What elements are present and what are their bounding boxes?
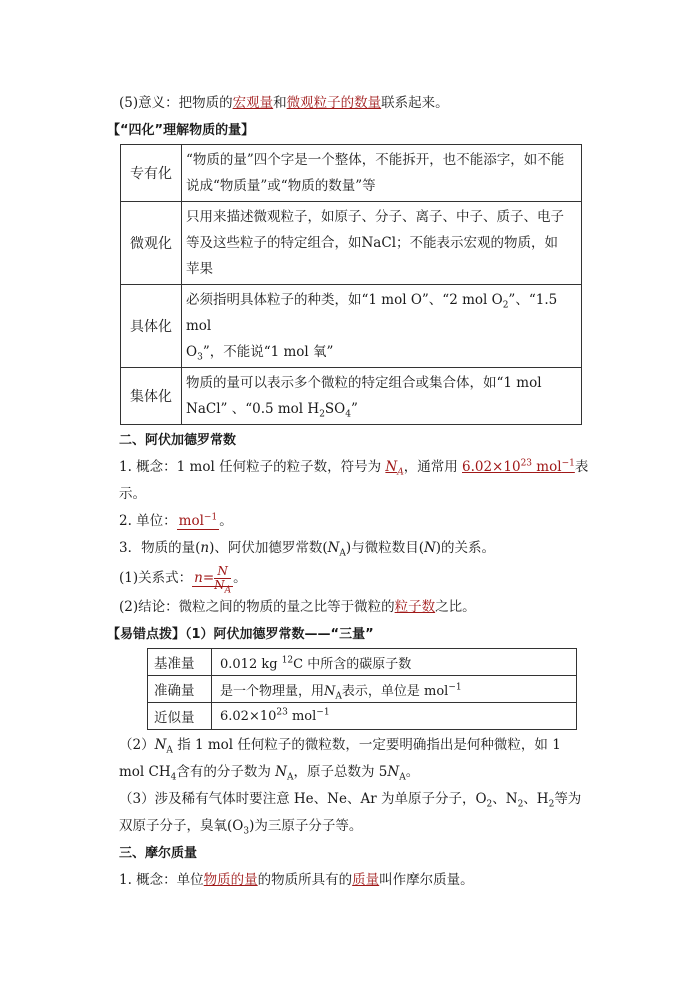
tip3-line-cont: 双原子分子，臭氧$(O_3)$为三原子分子等。 bbox=[119, 818, 363, 837]
three-quantities-table bbox=[147, 648, 577, 730]
answer-macro: 宏观量 bbox=[232, 95, 274, 111]
row-value: 必须指明具体粒子的种类，如“1 mol O”、“2 mol $O_2$”、“1.5 mol $O_3$”，不能说“1 mol 氧” bbox=[182, 285, 582, 368]
row-key: 基准量 bbox=[148, 649, 212, 676]
conclusion-line: (2)结论：微粒之间的物质的量之比等于微粒的粒子数之比。 bbox=[119, 599, 476, 615]
answer-amount: 物质的量 bbox=[203, 872, 258, 888]
fraction: $\frac{N}{N_A}$ bbox=[214, 564, 232, 596]
answer-formula: n= $\frac{N}{N_A}$ bbox=[194, 564, 232, 596]
relation-heading: 3．物质的量(n)、阿伏加德罗常数$(N_A)$与微粒数目(N)的关系。 bbox=[119, 540, 496, 559]
row-value: 物质的量可以表示多个微粒的特定组合或集合体，如“1 mol NaCl” 、“0.5 mol $H_2SO_4$” bbox=[182, 368, 582, 425]
table-row bbox=[121, 285, 582, 368]
molar-mass-concept: 1. 概念：单位物质的量的物质所具有的质量叫作摩尔质量。 bbox=[119, 872, 474, 888]
row-value: $6.02\times 10^{23}$ mol$^{-1}$ bbox=[212, 703, 577, 730]
answer-micro: 微观粒子的数量 bbox=[286, 95, 382, 111]
tip2-line: $(2)N_A$ 指 1 mol 任何粒子的微粒数，一定要明确指出是何种微粒，如 1 bbox=[119, 737, 561, 756]
section-heading-avogadro: 二、阿伏加德罗常数 bbox=[119, 433, 237, 448]
unit-line: 2. 单位： mol$^{-1}$ 。 bbox=[119, 512, 233, 529]
table-row bbox=[148, 676, 577, 703]
row-value: 只用来描述微观粒子，如原子、分子、离子、中子、质子、电子 等及这些粒子的特定组合，如NaCl；不能表示宏观的物质，如 苹果 bbox=[182, 202, 582, 285]
section-heading-molar-mass: 三、摩尔质量 bbox=[119, 846, 198, 861]
row-key: 微观化 bbox=[121, 202, 182, 285]
answer-symbol: $N_A$ bbox=[385, 459, 404, 478]
answer-unit: mol$^{-1}$ bbox=[178, 512, 218, 529]
meaning-line: (5)意义：把物质的宏观量和微观粒子的数量联系起来。 bbox=[119, 95, 449, 111]
tip3-line: （3）涉及稀有气体时要注意 He、Ne、Ar 为单原子分子，$O_2$、$N_2$、$H_2$等为 bbox=[119, 791, 582, 810]
row-key: 准确量 bbox=[148, 676, 212, 703]
table-row bbox=[121, 202, 582, 285]
table-row bbox=[121, 145, 582, 202]
row-key: 集体化 bbox=[121, 368, 182, 425]
document-page bbox=[107, 90, 589, 894]
row-value: 0.012 kg $^{12}$C 中所含的碳原子数 bbox=[212, 649, 577, 676]
answer-value: $6.02\times 10^{23}$ mol$^{-1}$ bbox=[462, 458, 575, 475]
row-value: “物质的量”四个字是一个整体，不能拆开，也不能添字，如不能 说成“物质量”或“物质的数量”等 bbox=[182, 145, 582, 202]
row-key: 具体化 bbox=[121, 285, 182, 368]
four-heading: 【“四化”理解物质的量】 bbox=[107, 123, 255, 138]
table-row bbox=[148, 649, 577, 676]
table-row bbox=[121, 368, 582, 425]
table-row bbox=[148, 703, 577, 730]
row-key: 近似量 bbox=[148, 703, 212, 730]
concept-line: 1. 概念：1 mol 任何粒子的粒子数，符号为 $N_A$，通常用 $6.02\times 10^{23}$ mol$^{-1}$表 bbox=[119, 458, 589, 478]
tip2-line-cont: mol $CH_4$含有的分子数为 $N_A$，原子总数为 $5N_A$。 bbox=[119, 764, 420, 783]
answer-mass: 质量 bbox=[352, 872, 380, 888]
answer-particles: 粒子数 bbox=[394, 599, 436, 615]
row-value: 是一个物理量，用$N_A$表示，单位是 mol$^{-1}$ bbox=[212, 676, 577, 703]
concept-line-cont: 示。 bbox=[119, 486, 146, 502]
formula-line: (1)关系式： n= $\frac{N}{N_A}$ 。 bbox=[119, 564, 247, 596]
row-key: 专有化 bbox=[121, 145, 182, 202]
tip-heading: 【易错点拨】（1）阿伏加德罗常数——“三量” bbox=[107, 627, 374, 642]
four-aspects-table bbox=[120, 144, 582, 425]
